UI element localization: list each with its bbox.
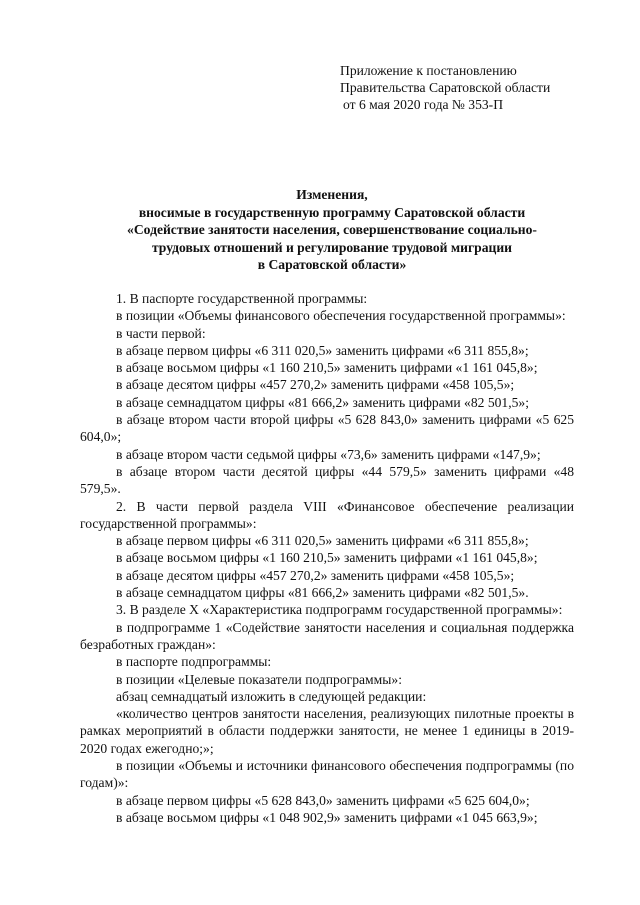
paragraph: в абзаце семнадцатом цифры «81 666,2» заменить цифрами «82 501,5». <box>116 585 529 601</box>
paragraph: в абзаце втором части десятой цифры «44 579,5» заменить цифрами «48 579,5». <box>80 463 574 497</box>
paragraph: в абзаце втором части второй цифры «5 628 843,0» заменить цифрами «5 625 604,0»; <box>80 412 574 445</box>
title-line: в Саратовской области» <box>257 257 407 272</box>
paragraph: в абзаце восьмом цифры «1 160 210,5» заменить цифрами «1 161 045,8»; <box>116 550 538 566</box>
paragraph: в абзаце восьмом цифры «1 160 210,5» заменить цифрами «1 161 045,8»; <box>116 360 538 376</box>
paragraph: в подпрограмме 1 «Содействие занятости населения и социальная поддержка безработных граждан»: <box>80 619 574 652</box>
paragraph: абзац семнадцатый изложить в следующей редакции: <box>116 688 427 704</box>
approval-block <box>340 62 550 113</box>
paragraph: в абзаце втором части седьмой цифры «73,6» заменить цифрами «147,9»; <box>116 446 541 462</box>
paragraph: в абзаце первом цифры «6 311 020,5» заменить цифрами «6 311 855,8»; <box>116 533 529 549</box>
paragraph: в абзаце семнадцатом цифры «81 666,2» заменить цифрами «82 501,5»; <box>116 394 529 410</box>
title-line: вносимые в государственную программу Саратовской области <box>138 204 526 220</box>
paragraph: 2. В части первой раздела VIII «Финансовое обеспечение реализации государственной программы»: <box>80 498 574 531</box>
paragraph: 3. В разделе X «Характеристика подпрограмм государственной программы»: <box>116 602 563 618</box>
paragraph: в абзаце восьмом цифры «1 048 902,9» заменить цифрами «1 045 663,9»; <box>116 809 538 825</box>
title-line: трудовых отношений и регулирование трудовой миграции <box>151 239 513 255</box>
document-title <box>96 186 568 274</box>
paragraph: в абзаце десятом цифры «457 270,2» заменить цифрами «458 105,5»; <box>116 377 515 393</box>
approval-line: Правительства Саратовской области <box>340 80 551 95</box>
paragraph: в абзаце десятом цифры «457 270,2» заменить цифрами «458 105,5»; <box>116 567 515 583</box>
title-line: Изменения, <box>296 187 368 202</box>
paragraph: 1. В паспорте государственной программы: <box>116 291 368 306</box>
title-line: «Содействие занятости населения, совершенствование социально- <box>127 222 537 237</box>
paragraph: в позиции «Целевые показатели подпрограммы»: <box>116 671 402 687</box>
paragraph: в позиции «Объемы финансового обеспечения государственной программы»: <box>116 308 566 324</box>
document-body <box>80 290 574 826</box>
paragraph: «количество центров занятости населения, реализующих пилотные проекты в рамках мероприятий в области поддержки занятости, не менее 1 единицы в 2019-2020 годах ежегодно;»; <box>80 706 574 756</box>
paragraph: в паспорте подпрограммы: <box>116 654 272 670</box>
paragraph: в позиции «Объемы и источники финансового обеспечения подпрограммы (по годам)»: <box>80 758 574 791</box>
paragraph: в части первой: <box>116 325 206 341</box>
approval-line: Приложение к постановлению <box>340 63 517 78</box>
paragraph: в абзаце первом цифры «5 628 843,0» заменить цифрами «5 625 604,0»; <box>116 792 530 808</box>
paragraph: в абзаце первом цифры «6 311 020,5» заменить цифрами «6 311 855,8»; <box>116 342 529 358</box>
approval-line: от 6 мая 2020 года № 353-П <box>343 97 504 112</box>
